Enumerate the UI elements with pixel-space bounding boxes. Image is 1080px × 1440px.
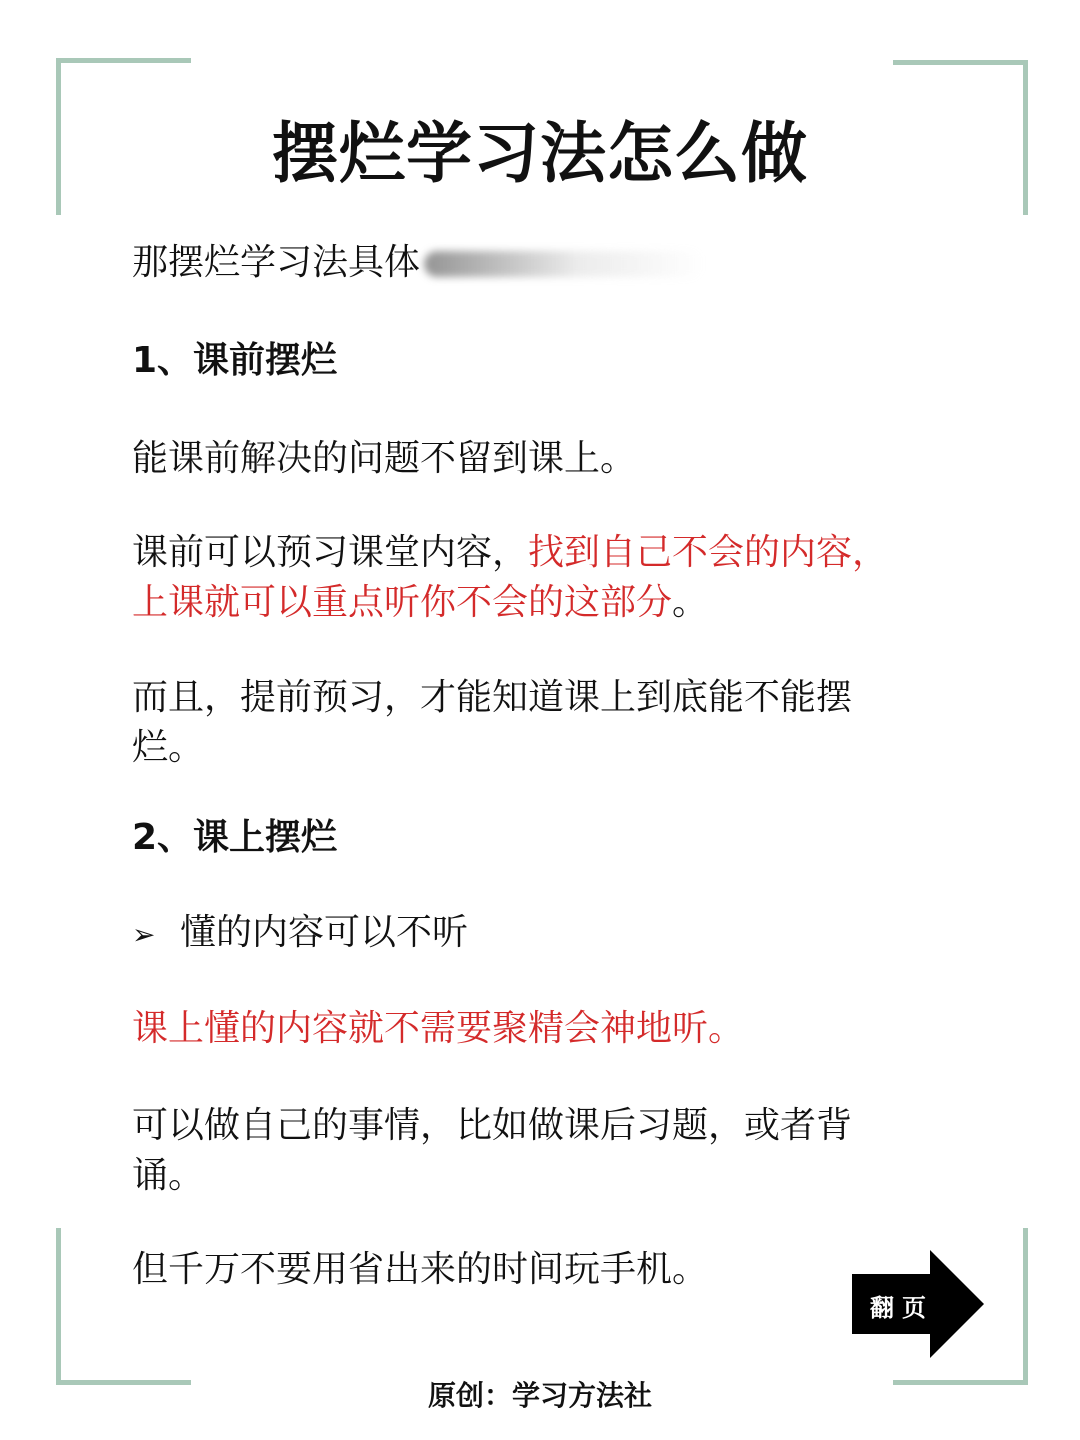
section2-paragraph-1	[132, 1101, 852, 1201]
blurred-text-overlay	[424, 251, 704, 277]
section1-paragraph-3	[132, 673, 852, 773]
section1-p2-text: 课前可以预习课堂内容，	[132, 532, 529, 573]
section2-bullet-text: 懂的内容可以不听	[180, 912, 469, 953]
section1-paragraph-1: 能课前解决的问题不留到课上。	[132, 438, 637, 479]
section2-p1-line-1: 可以做自己的事情，比如做课后习题，或者背	[132, 1105, 853, 1146]
section2-heading: 2、课上摆烂	[132, 817, 338, 858]
section2-bullet	[132, 908, 468, 960]
page-turn-button[interactable]	[852, 1250, 986, 1358]
section2-highlight: 课上懂的内容就不需要聚精会神地听。	[132, 1008, 745, 1049]
footer-credit: 原创：学习方法社	[427, 1379, 652, 1412]
page-title: 摆烂学习法怎么做	[272, 115, 808, 192]
intro-paragraph	[132, 238, 704, 288]
section1-p3-line-1: 而且，提前预习，才能知道课上到底能不能摆	[132, 677, 853, 718]
page-turn-label: 翻页	[870, 1294, 934, 1322]
section2-p1-line-2: 诵。	[132, 1155, 205, 1196]
section1-paragraph-2	[132, 528, 888, 628]
intro-text: 那摆烂学习法具体	[132, 242, 421, 283]
section2-paragraph-2: 但千万不要用省出来的时间玩手机。	[132, 1249, 709, 1290]
section1-heading: 1、课前摆烂	[132, 340, 338, 381]
section1-p3-line-2: 烂。	[132, 727, 205, 768]
section1-p2-highlight-2: 上课就可以重点听你不会的这部分	[132, 582, 673, 623]
section1-p2-highlight-1: 找到自己不会的内容，	[528, 532, 889, 573]
section1-p2-end: 。	[672, 582, 709, 623]
arrow-bullet-icon: ➢	[132, 918, 156, 951]
